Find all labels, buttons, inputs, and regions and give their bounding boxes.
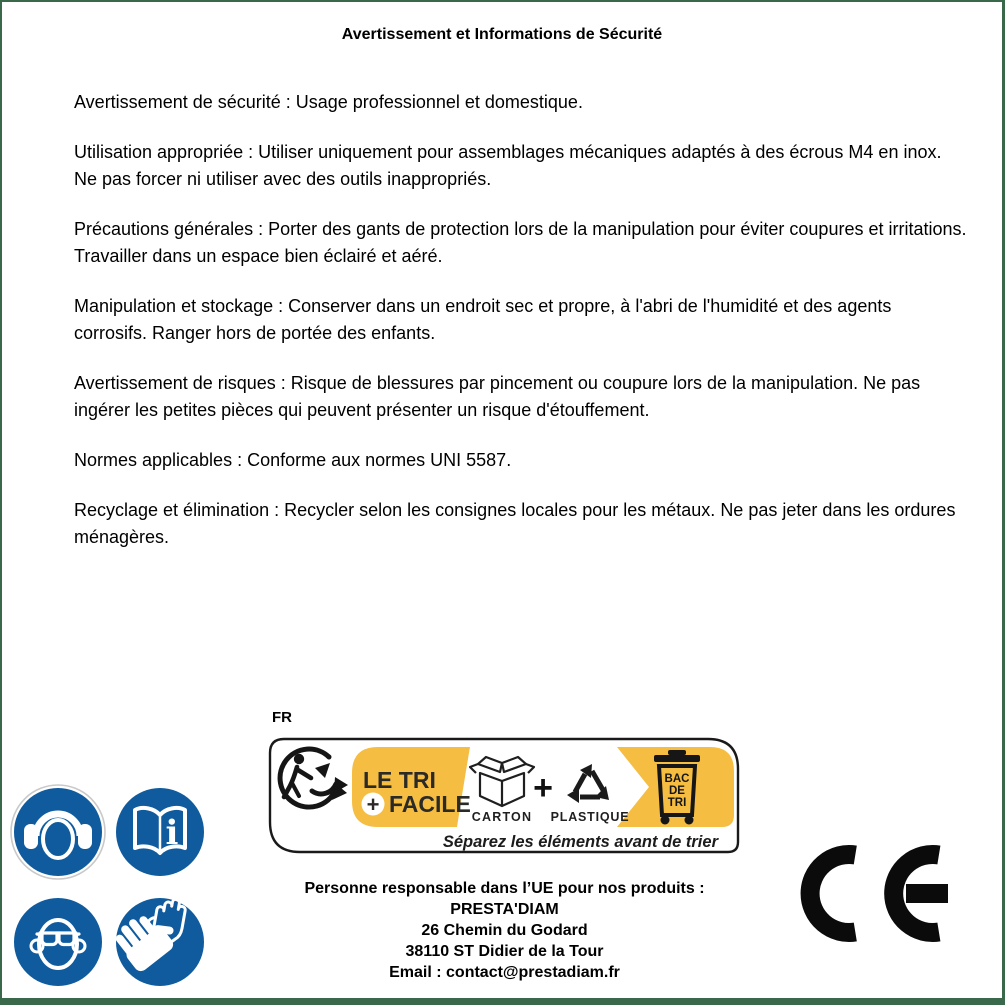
infotri-country-code: FR [272,709,292,726]
read-manual-icon [116,788,204,876]
bin-label-line2: DE [669,785,685,797]
materials-plus: + [533,769,553,807]
paragraph-appropriate-use: Utilisation appropriée : Utiliser uniquement pour assemblages mécaniques adaptés à des écrous M4 en inox. Ne pas forcer ni utiliser avec des outils inappropriés. [74,142,942,189]
material-plastique-label: PLASTIQUE [550,810,630,824]
eu-responsible-block [252,878,757,983]
paragraph-recycling: Recyclage et élimination : Recycler selon les consignes locales pour les métaux. Ne pas jeter dans les ordures ménagères. [74,500,956,547]
paragraph-handling-storage: Manipulation et stockage : Conserver dans un endroit sec et propre, à l'abri de l'humidité et des agents corrosifs. Ranger hors de portée des enfants. [74,296,892,343]
sorting-bin-icon [654,750,700,825]
safety-paragraphs [74,89,968,574]
infotri-headline-line2: FACILE [389,791,471,817]
mandatory-safety-icons [10,784,210,994]
paragraph-applicable-standards: Normes applicables : Conforme aux normes UNI 5587. [74,450,512,470]
bin-label-line1: BAC [664,773,690,785]
responsible-intro: Personne responsable dans l’UE pour nos produits : [304,880,705,897]
infotri-recycling-sign [267,702,742,862]
ce-mark [797,840,977,950]
paragraph-safety-warning: Avertissement de sécurité : Usage professionnel et domestique. [74,92,583,112]
paragraph-general-precautions: Précautions générales : Porter des gants de protection lors de la manipulation pour éviter coupures et irritations. Travailler dans un espace bien éclairé et aéré. [74,219,967,266]
bin-label-line3: TRI [667,797,687,809]
infotri-headline-line1: LE TRI [363,767,436,793]
infotri-tagline: Séparez les éléments avant de trier [442,833,718,851]
manual-info-glyph: i [165,813,179,853]
page-title: Avertissement et Informations de Sécurité [341,26,663,43]
wear-ear-protection-icon [11,785,105,879]
paragraph-risk-warning: Avertissement de risques : Risque de blessures par pincement ou coupure lors de la manipulation. Ne pas ingérer les petites pièces qui peuvent présenter un risque d'étouffement. [74,373,921,420]
material-carton-label: CARTON [471,810,533,824]
responsible-street: 26 Chemin du Godard [421,922,588,939]
responsible-city: 38110 ST Didier de la Tour [405,943,604,960]
wear-gloves-icon [110,895,204,986]
wear-eye-protection-icon [14,898,102,986]
responsible-company: PRESTA'DIAM [450,901,559,918]
responsible-email: Email : contact@prestadiam.fr [389,964,620,981]
plus-badge: + [366,792,380,817]
